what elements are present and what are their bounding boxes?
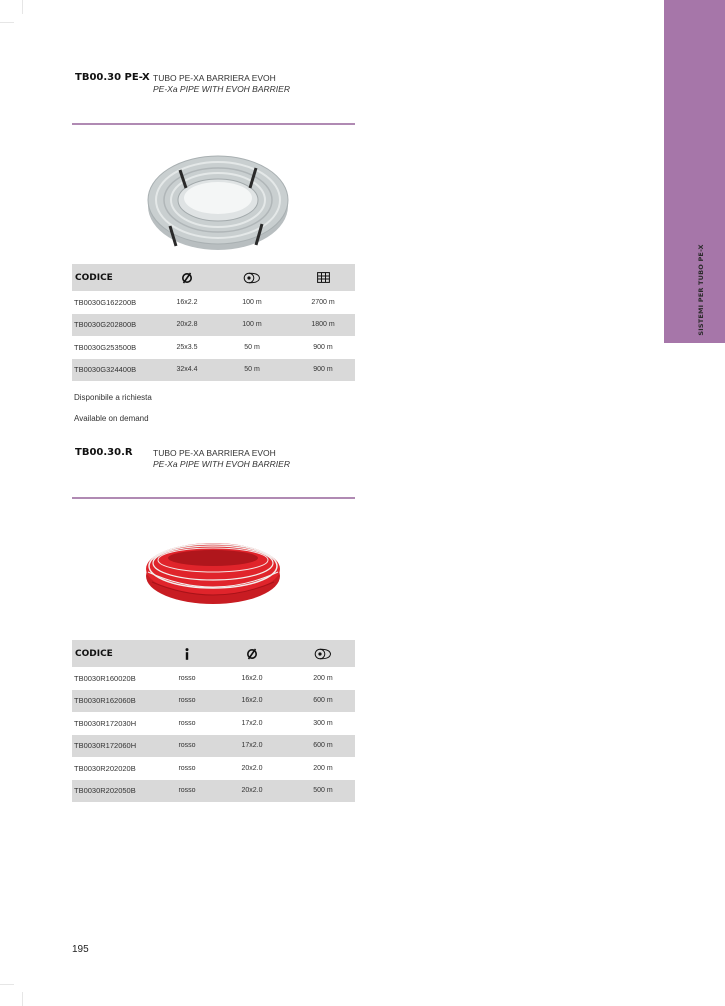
- pallet-icon: [291, 264, 355, 291]
- cell-color: rosso: [161, 735, 213, 758]
- product1-description: [153, 73, 290, 95]
- table-row: [72, 359, 355, 382]
- table-row: [72, 336, 355, 359]
- cell-diameter: 20x2.0: [213, 780, 291, 803]
- table-row: [72, 314, 355, 337]
- cell-color: rosso: [178, 719, 196, 727]
- cell-coil: 50 m: [244, 343, 260, 351]
- table-row: [72, 780, 355, 803]
- table-header-row: [72, 640, 355, 667]
- cell-code: TB0030R172030H: [74, 718, 137, 728]
- page-number: 195: [72, 944, 89, 955]
- cell-diameter: 25x3.5: [176, 343, 198, 351]
- product2-description: [153, 448, 290, 470]
- product1-spec-table: [72, 264, 355, 381]
- cell-color: rosso: [161, 690, 213, 713]
- product2-spec-table: [72, 640, 355, 802]
- section-side-tab: [664, 0, 725, 343]
- cell-pallet: 900 m: [313, 343, 333, 351]
- cell-pallet: 1800 m: [291, 314, 355, 337]
- table-row: [72, 291, 355, 314]
- crop-mark: [22, 992, 23, 1006]
- table-header-row: [72, 264, 355, 291]
- cell-diameter: 32x4.4: [161, 359, 213, 382]
- cell-diameter: 20x2.0: [241, 764, 263, 772]
- table-row: [72, 667, 355, 690]
- product2-divider: [72, 497, 355, 499]
- cell-coil: 300 m: [313, 719, 333, 727]
- cell-code: TB0030R202020B: [74, 763, 136, 773]
- cell-coil: 50 m: [213, 359, 291, 382]
- crop-mark: [0, 984, 14, 985]
- cell-coil: 600 m: [291, 690, 355, 713]
- cell-coil: 100 m: [242, 298, 262, 306]
- info-icon: [161, 640, 213, 667]
- product1-desc-en: PE-Xa PIPE WITH EVOH BARRIER: [153, 84, 290, 94]
- cell-diameter: 16x2.0: [213, 690, 291, 713]
- availability-note-en: Available on demand: [74, 414, 149, 423]
- grey-pipe-coil-image: [142, 148, 294, 256]
- cell-code: TB0030G253500B: [74, 342, 137, 352]
- cell-code: TB0030G202800B: [72, 314, 161, 337]
- cell-pallet: 2700 m: [311, 298, 335, 306]
- product2-code: TB00.30.R: [75, 447, 133, 458]
- cell-coil: 200 m: [313, 764, 333, 772]
- table-row: [72, 757, 355, 780]
- table-row: [72, 712, 355, 735]
- cell-pallet: 900 m: [291, 359, 355, 382]
- table-row: [72, 690, 355, 713]
- coil-icon: [213, 264, 291, 291]
- cell-code: TB0030R172060H: [72, 735, 161, 758]
- cell-diameter: 16x2.0: [241, 674, 263, 682]
- cell-code: TB0030R160020B: [74, 673, 136, 683]
- crop-mark: [22, 0, 23, 14]
- product2-desc-en: PE-Xa PIPE WITH EVOH BARRIER: [153, 459, 290, 469]
- cell-diameter: 17x2.0: [213, 735, 291, 758]
- cell-coil: 500 m: [291, 780, 355, 803]
- product1-divider: [72, 123, 355, 125]
- availability-note-it: Disponibile a richiesta: [74, 393, 152, 402]
- cell-color: rosso: [178, 674, 196, 682]
- diameter-icon: [161, 264, 213, 291]
- red-pipe-coil-image: [143, 536, 283, 606]
- cell-color: rosso: [178, 764, 196, 772]
- side-tab-label: SISTEMI PER TUBO PE-X: [697, 244, 705, 336]
- cell-code: TB0030G162200B: [74, 297, 137, 307]
- diameter-icon: [213, 640, 291, 667]
- product2-desc-it: TUBO PE-XA BARRIERA EVOH: [153, 448, 276, 458]
- table-row: [72, 735, 355, 758]
- cell-diameter: 16x2.2: [176, 298, 198, 306]
- cell-coil: 100 m: [213, 314, 291, 337]
- crop-mark: [0, 22, 14, 23]
- cell-coil: 600 m: [291, 735, 355, 758]
- product1-desc-it: TUBO PE-XA BARRIERA EVOH: [153, 73, 276, 83]
- cell-diameter: 17x2.0: [241, 719, 263, 727]
- cell-code: TB0030R162060B: [72, 690, 161, 713]
- cell-code: TB0030G324400B: [72, 359, 161, 382]
- cell-coil: 200 m: [313, 674, 333, 682]
- cell-diameter: 20x2.8: [161, 314, 213, 337]
- cell-code: TB0030R202050B: [72, 780, 161, 803]
- product1-code: TB00.30 PE-X: [75, 72, 150, 83]
- cell-color: rosso: [161, 780, 213, 803]
- header-codice: CODICE: [72, 264, 161, 291]
- coil-icon: [291, 640, 355, 667]
- header-codice: CODICE: [72, 640, 161, 667]
